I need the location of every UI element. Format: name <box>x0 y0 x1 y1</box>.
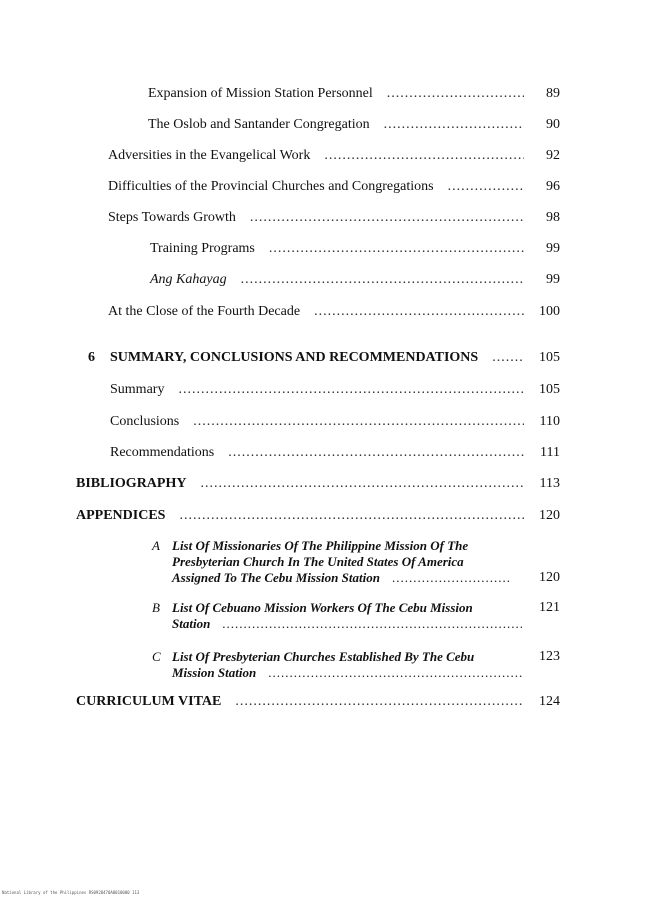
leader-dots <box>384 117 524 133</box>
toc-title: Training Programs <box>150 241 255 256</box>
appendix-line: List Of Cebuano Mission Workers Of The Cebu Mission <box>172 600 473 615</box>
toc-title: Summary <box>110 382 165 397</box>
toc-entry-training <box>150 241 560 257</box>
toc-entry-summary <box>110 382 560 398</box>
toc-title: The Oslob and Santander Congregation <box>148 117 370 132</box>
toc-page: 124 <box>539 694 560 709</box>
toc-entry-adversities <box>108 148 560 164</box>
toc-page: 90 <box>546 117 560 132</box>
toc-page: 99 <box>546 241 560 256</box>
leader-dots <box>392 570 512 586</box>
toc-entry-steps <box>108 210 560 226</box>
toc-page: 105 <box>539 382 560 397</box>
toc-entry-conclusions <box>110 414 560 430</box>
library-footer: National Library of the Philippines RS0920470A0010000 113 <box>2 890 140 895</box>
leader-dots <box>228 445 524 461</box>
toc-title: CURRICULUM VITAE <box>76 694 222 709</box>
appendix-c <box>152 649 560 681</box>
toc-title: Difficulties of the Provincial Churches and Congregations <box>108 179 434 194</box>
appendix-page: 120 <box>539 570 560 585</box>
leader-dots <box>448 179 524 195</box>
toc-page: 96 <box>546 179 560 194</box>
appendix-line: List Of Presbyterian Churches Established By The Cebu <box>172 649 475 664</box>
appendix-line: Assigned To The Cebu Mission Station <box>172 570 380 585</box>
leader-dots <box>250 210 524 226</box>
toc-page: 100 <box>539 304 560 319</box>
appendix-line: Presbyterian Church In The United States Of America <box>172 554 464 569</box>
toc-page: 105 <box>539 350 560 365</box>
toc-entry-curriculum-vitae <box>76 694 560 710</box>
appendix-letter: B <box>152 600 160 615</box>
appendix-letter: A <box>152 538 160 553</box>
leader-dots <box>314 304 524 320</box>
appendix-line: Station <box>172 616 211 631</box>
toc-page: 98 <box>546 210 560 225</box>
toc-entry-oslob <box>148 117 560 133</box>
toc-entry-close <box>108 304 560 320</box>
leader-dots <box>200 476 524 492</box>
toc-page: 110 <box>539 414 560 429</box>
toc-title: SUMMARY, CONCLUSIONS AND RECOMMENDATIONS <box>110 350 479 365</box>
toc-entry-kahayag <box>150 272 560 288</box>
leader-dots <box>222 616 522 632</box>
leader-dots <box>179 508 524 524</box>
toc-title: Ang Kahayag <box>150 272 227 287</box>
toc-title: BIBLIOGRAPHY <box>76 476 187 491</box>
appendix-line: List Of Missionaries Of The Philippine Mission Of The <box>172 538 469 553</box>
toc-title: APPENDICES <box>76 508 166 523</box>
appendix-a <box>152 538 560 586</box>
appendix-letter: C <box>152 649 161 664</box>
toc-title: At the Close of the Fourth Decade <box>108 304 301 319</box>
chapter-number: 6 <box>88 350 95 365</box>
toc-title: Conclusions <box>110 414 180 429</box>
toc-entry-bibliography <box>76 476 560 492</box>
leader-dots <box>235 694 524 710</box>
toc-page: 99 <box>546 272 560 287</box>
leader-dots <box>178 382 524 398</box>
toc-chapter-6 <box>88 350 560 366</box>
leader-dots <box>387 86 524 102</box>
toc-entry-appendices <box>76 508 560 524</box>
toc-entry-difficulties <box>108 179 560 195</box>
toc-title: Adversities in the Evangelical Work <box>108 148 311 163</box>
appendix-b <box>152 600 560 632</box>
appendix-page: 121 <box>539 600 560 615</box>
toc-title: Steps Towards Growth <box>108 210 236 225</box>
toc-page: 89 <box>546 86 560 101</box>
leader-dots <box>492 350 524 366</box>
toc-title: Recommendations <box>110 445 215 460</box>
toc-entry-recommendations <box>110 445 560 461</box>
leader-dots <box>193 414 524 430</box>
toc-title: Expansion of Mission Station Personnel <box>148 86 373 101</box>
leader-dots <box>241 272 524 288</box>
leader-dots <box>268 665 522 681</box>
toc-page: 120 <box>539 508 560 523</box>
leader-dots <box>269 241 524 257</box>
toc-page: 92 <box>546 148 560 163</box>
toc-page: 113 <box>539 476 560 491</box>
toc-page: 111 <box>540 445 560 460</box>
leader-dots <box>324 148 524 164</box>
appendix-line: Mission Station <box>172 665 257 680</box>
appendix-page: 123 <box>539 649 560 664</box>
toc-entry-expansion <box>148 86 560 102</box>
